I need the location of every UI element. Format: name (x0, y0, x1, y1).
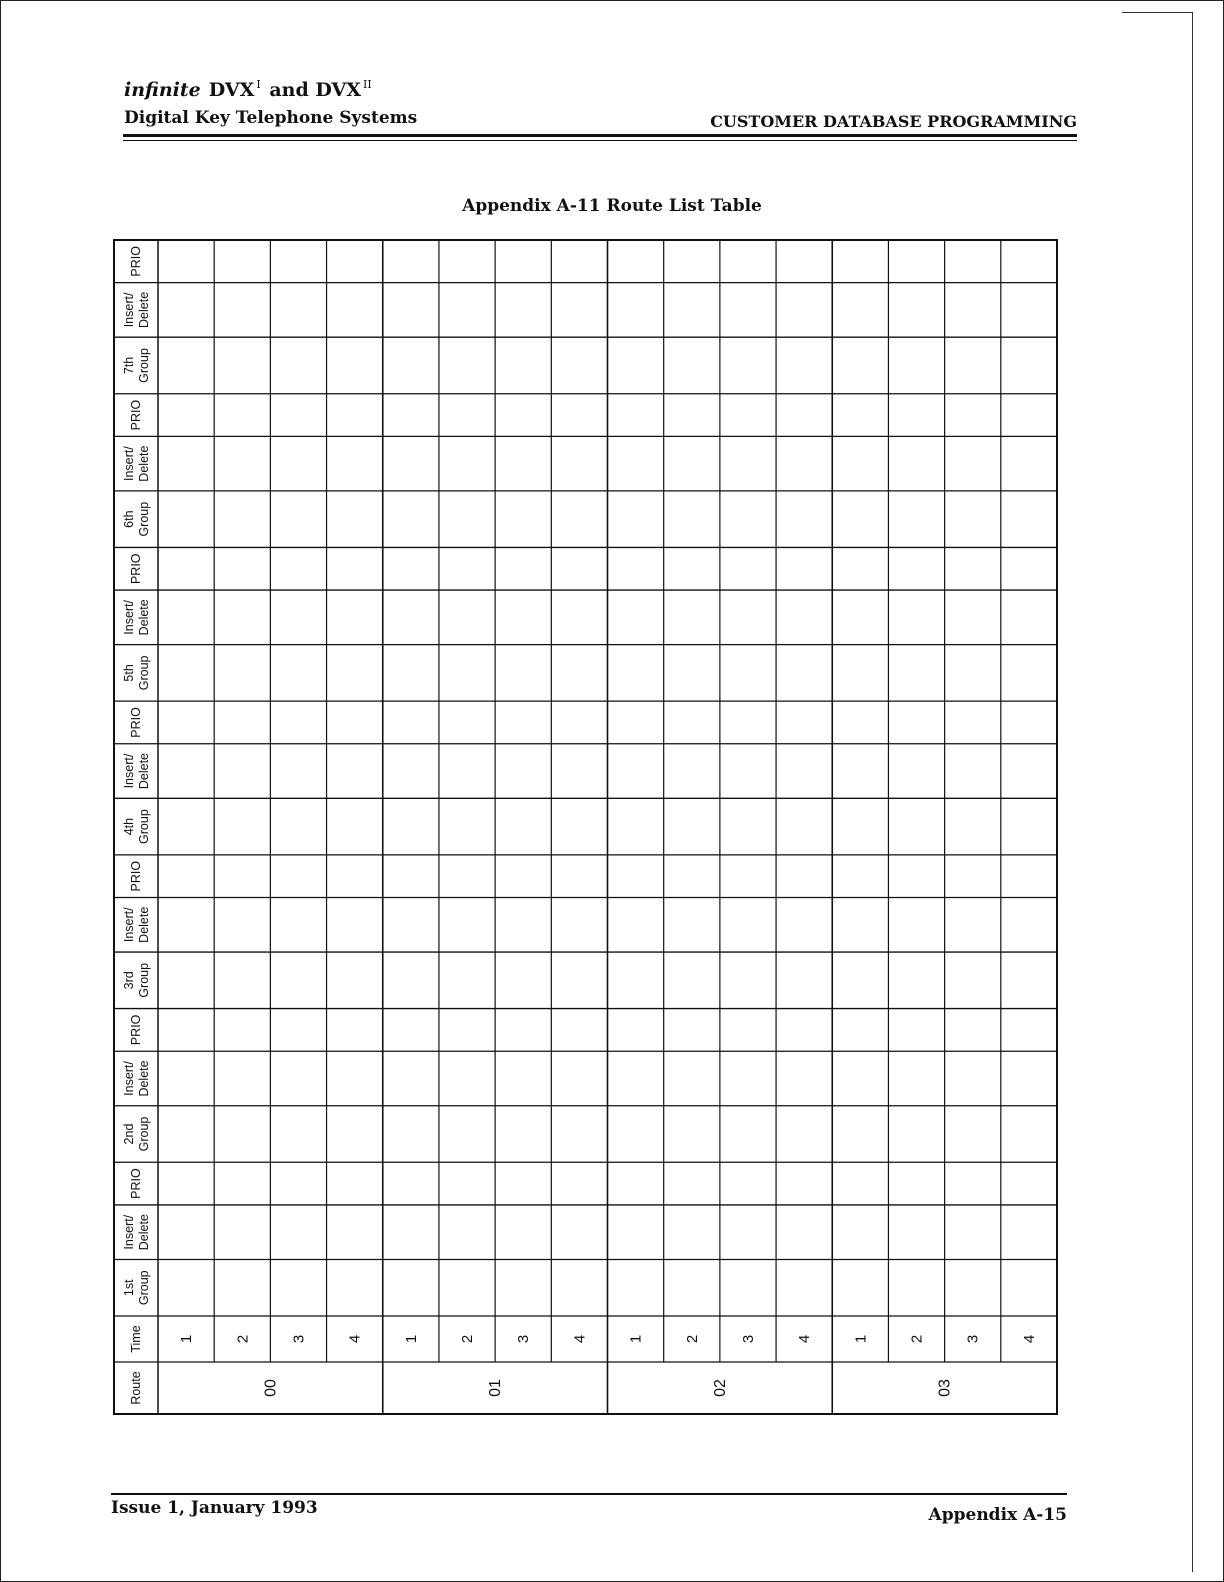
page-number: Appendix A-15 (928, 1505, 1067, 1525)
row-label-line: Delete (137, 445, 151, 482)
row-label-line: PRIO (129, 399, 143, 431)
row-label-line: 7th (122, 356, 136, 375)
row-label-line: PRIO (129, 860, 143, 892)
row-label-line: PRIO (129, 1168, 143, 1199)
row-label (122, 655, 151, 690)
row-label-line: Delete (137, 752, 151, 790)
row-label-line: Group (137, 962, 151, 998)
row-label-line: 2nd (122, 1123, 136, 1145)
time-number: 2 (908, 1334, 926, 1344)
row-label (129, 707, 143, 738)
row-label (129, 1168, 143, 1199)
row-label-line: PRIO (129, 553, 143, 585)
row-label (122, 599, 151, 635)
row-label (129, 861, 143, 892)
time-number: 1 (178, 1334, 196, 1344)
row-label-line: Insert/ (122, 446, 136, 482)
row-label-line: Insert/ (122, 599, 136, 635)
route-number: 00 (262, 1379, 280, 1397)
time-number: 1 (852, 1334, 870, 1344)
row-label-line: Group (137, 1270, 151, 1306)
section-heading: CUSTOMER DATABASE PROGRAMMING (710, 112, 1077, 131)
row-label-line: Insert/ (122, 1061, 136, 1096)
time-number: 2 (234, 1334, 252, 1344)
row-label (122, 1117, 151, 1152)
row-label (122, 348, 151, 383)
row-label (122, 809, 151, 844)
route-number: 01 (487, 1379, 505, 1397)
row-label-line: Insert/ (122, 1214, 136, 1250)
time-number: 1 (402, 1334, 420, 1344)
row-label-line: PRIO (129, 707, 143, 738)
row-label (122, 502, 151, 537)
time-number: 4 (346, 1334, 364, 1344)
time-number: 3 (515, 1334, 533, 1344)
row-label (122, 907, 151, 943)
row-label-line: 3rd (122, 971, 136, 990)
row-label-line: Insert/ (122, 907, 136, 943)
route-label: Route (129, 1371, 143, 1405)
row-label-line: Delete (137, 1214, 151, 1251)
row-label (122, 963, 151, 998)
time-number: 2 (459, 1334, 477, 1344)
row-label (122, 1214, 151, 1250)
document-subtitle: Digital Key Telephone Systems (124, 108, 418, 128)
row-label (122, 292, 151, 328)
row-label (122, 1270, 151, 1305)
row-label-line: Insert/ (122, 753, 136, 789)
row-label-line: Group (137, 655, 151, 691)
time-number: 2 (683, 1334, 701, 1344)
row-label-line: Group (137, 1116, 151, 1152)
time-number: 4 (796, 1334, 814, 1344)
row-label-line: Delete (137, 291, 151, 328)
row-label (122, 1060, 151, 1096)
row-label (129, 553, 143, 584)
table-title: Appendix A-11 Route List Table (462, 196, 762, 216)
row-label (122, 753, 151, 789)
row-label (129, 399, 143, 430)
product-a: DVX (208, 79, 255, 101)
product-conjunction: and DVX (269, 79, 362, 101)
row-label-line: PRIO (129, 1014, 143, 1046)
row-label-line: 4th (122, 817, 136, 836)
row-label (129, 246, 143, 277)
row-label (129, 1014, 143, 1045)
time-number: 4 (571, 1334, 589, 1344)
row-label-line: PRIO (129, 246, 143, 277)
row-label-line: Group (137, 501, 151, 537)
row-label-line: Delete (137, 1060, 151, 1097)
row-label-line: Group (137, 809, 151, 844)
row-label-line: Delete (137, 906, 151, 943)
row-label-line: Insert/ (122, 292, 136, 328)
row-label-line: 1st (122, 1279, 136, 1297)
brand-name: infinite (124, 79, 201, 101)
product-b-superscript: II (363, 78, 372, 91)
issue-date: Issue 1, January 1993 (111, 1498, 318, 1518)
time-number: 3 (964, 1334, 982, 1344)
row-label-line: Group (137, 348, 151, 383)
row-label (122, 446, 151, 482)
time-number: 3 (290, 1334, 308, 1344)
table-border (114, 240, 1057, 1414)
product-a-superscript: I (256, 78, 261, 91)
footer-rule (111, 1493, 1067, 1495)
time-label: Time (129, 1325, 143, 1353)
time-number: 3 (739, 1334, 757, 1344)
row-label-line: 5th (122, 664, 136, 682)
route-number: 03 (936, 1379, 954, 1397)
time-number: 1 (627, 1334, 645, 1344)
time-number: 4 (1020, 1334, 1038, 1344)
row-label-line: 6th (122, 510, 136, 528)
route-number: 02 (711, 1379, 729, 1397)
row-label-line: Delete (137, 599, 151, 636)
